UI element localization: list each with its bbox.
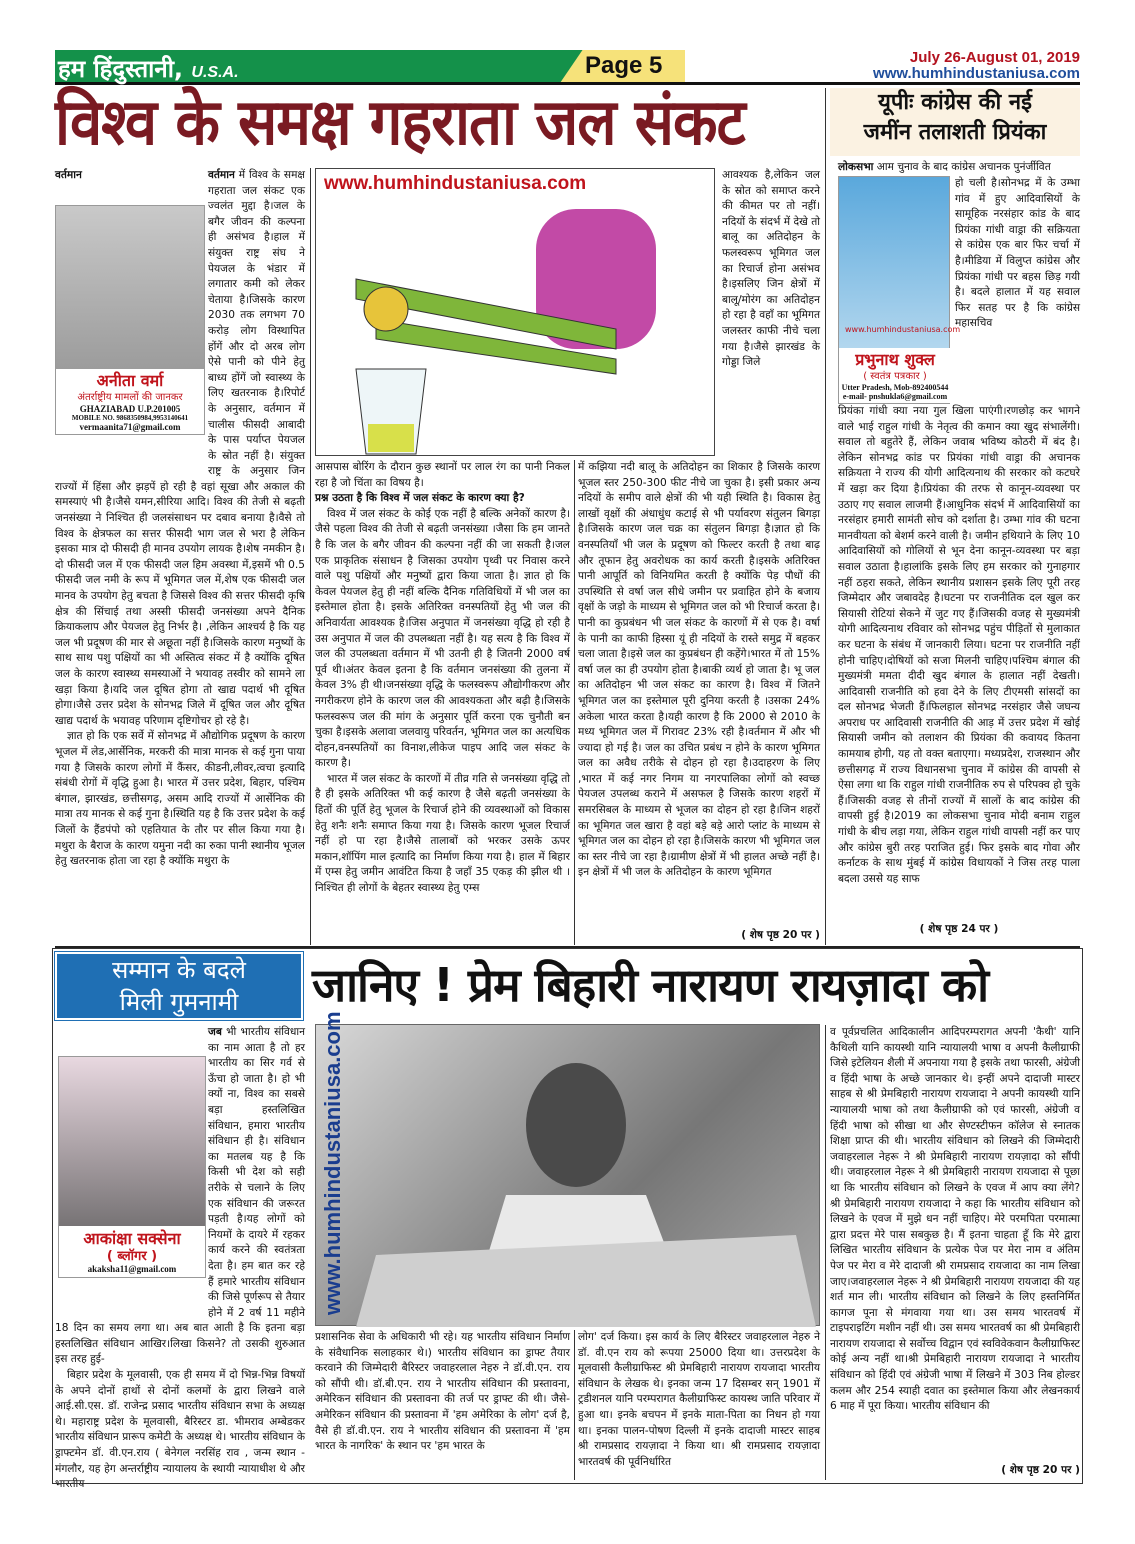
- photo-watermark: www.humhindustaniusa.com: [845, 325, 961, 334]
- article3-col4: व पूर्वप्रचलित आदिकालीन आदिपरम्परागत अपनी 'कैथी' यानि कैथिली यानि कायस्थी यानि न्यायालयी भाषा व अपनी कैलीग्राफी जिसे इटेलियन शैली में अपनाया गया है इसके तथा फारसी, अंग्रेजी व हिंदी भाषा के अच्छे जानकार थे। इन्हीं अपने दादाजी मास्टर साहब से श्री प्रेमबिहारी नारायण रायजादा ने अपनी कायस्थी यानि न्यायालयी भाषा को तथा कैलीग्राफी को एवं फारसी, अंग्रेजी व हिंदी भाषा को सीखा था और सेण्टस्टीफन कॉलेज से स्नातक शिक्षा प्राप्त की थी। भारतीय संविधान को लिखने की जिम्मेदारी जवाहरलाल नेहरू ने श्री प्रेमबिहारी नारायण रायज़ादा को सौंपी थी। जवाहरलाल नेहरू ने श्री प्रेमबिहारी नारायण रायजादा से पूछा था कि भारतीय संविधान को लिखने के एवज में आप क्या लेंगे? श्री प्रेमबिहारी नारायण रायजादा ने कहा कि भारतीय संविधान को लिखने के एवज में मुझे धन नहीं चाहिए। मेरे परमपिता परमात्मा द्वारा प्रदत्त मेरे पास सबकुछ है। मैं इतना चाहता हूँ कि मेरे द्वारा लिखित भारतीय संविधान के प्रत्येक पेज पर मेरा नाम व अंतिम पेज पर मेरा व मेरे दादाजी श्री रामप्रसाद रायजादा का नाम लिखा जाए।जवाहरलाल नेहरू ने श्री प्रेमबिहारी नारायण रायजादा की यह शर्त मान ली। भारतीय संविधान को लिखने के लिए हस्तनिर्मित कागज पूना से मंगवाया गया था। उस समय भारतवर्ष में टाइपराइटिंग मशीन नहीं थी। उस समय भारतवर्ष का श्री प्रेमबिहारी नारायण रायजादा से सर्वोच्च विद्वान एवं स्वविवेकवान कैलीग्राफिस्ट कोई अन्य नहीं था।श्री प्रेमबिहारी नारायण रायजादा ने भारतीय संविधान को हिंदी एवं अंग्रेजी भाषा में लिखने में 303 निब होल्डर कलम और 254 स्याही दवात का इस्तेमाल किया और लेखनकार्य 6 माह में पूरा किया। भारतीय संविधान की: [830, 1026, 1080, 1413]
- author-role: ( ब्लॉगर ): [106, 1249, 158, 1264]
- author-name: प्रभुनाथ शुक्ल: [855, 350, 935, 369]
- article3-col2: प्रशासनिक सेवा के अधिकारी भी रहे। यह भारतीय संविधान निर्माण के संवैधानिक सलाहकार थे।) भारतीय संविधान का ड्राफ्ट तैयार करवाने की जिम्मेदारी बैरिस्टर जवाहरलाल नेहरु ने डॉ.वी.एन. राय को सौंपी थी। डॉ.बी.एन. राय ने भारतीय संविधान की प्रस्तावना, अमेरिकन संविधान की प्रस्तावना की तर्ज पर ड्राफ्ट की थी। जैसे- अमेरिकन संविधान की प्रस्तावना में 'हम अमेरिका के लोग' दर्ज है, वैसे ही डॉ.वी.एन. राय ने भारतीय संविधान की प्रस्तावना में 'हम भारत के नागरिक' के स्थान पर 'हम भारत के: [315, 1331, 570, 1453]
- website-link[interactable]: www.humhindustaniusa.com: [873, 65, 1080, 82]
- article3-headline: जानिए ! प्रेम बिहारी नारायण रायज़ादा को: [312, 958, 989, 1012]
- issue-date: July 26-August 01, 2019: [909, 49, 1080, 66]
- cartoon-illustration: [315, 168, 715, 456]
- article1-col3: में कझिया नदी बालू के अतिदोहन का शिकार है जिसके कारण भूजल स्तर 250-300 फीट नीचे जा चुका है। इसी प्रकार अन्य नदियों के समीप वाले क्षेत्रों की भी यही स्थिति है। विकास हेतु लाखों वृक्षों की अंधाधुंध कटाई से भी पर्यावरण संतुलन बिगड़ा है।जिसके कारण जल चक्र का संतुलन बिगड़ा है।ज्ञात हो कि वनस्पतियाँ भी जल के प्रदूषण को फिल्टर करती है तथा बाढ़ और तूफान हेतु अवरोधक का कार्य करती है।इसके अतिरिक्त पानी आपूर्ति को विनियमित करती है क्योंकि पेड़ पौधों की उपस्थिति से वर्षा जल सीधे जमीन पर प्रवाहित होने के बजाय वृक्षों के जड़ो के माध्यम से भूमिगत जल को भी रिचार्ज करता है। पानी का कुप्रबंधन भी जल संकट के कारणों में से एक है। वर्षा के पानी का काफी हिस्सा यूं ही नदियों के रास्ते समुद्र में बहकर चला जाता है।इसे जल का कुप्रबंधन ही कहेंगे।भारत में तो 15% वर्षा जल का ही उपयोग होता है।बाकी व्यर्थ हो जाता है। भू जल का अतिदोहन भी जल संकट का कारण है। विश्व में जितने भूमिगत जल का इस्तेमाल पूरी दुनिया करती है ।उसका 24% अकेला भारत करता है।यही कारण है कि 2000 से 2010 के मध्य भूमिगत जल में गिरावट 23% रही है।वर्तमान में और भी ज्यादा हो गई है। जल का उचित प्रबंध न होने के कारण भूमिगत जल का अवैध तरीके से दोहन हो रहा है।उदाहरण के लिए ,भारत में कई नगर निगम या नगरपालिका लोगों को स्वच्छ पेयजल उपलब्ध कराने में असफल है जिसके कारण शहरों में समरसिबल के माध्यम से भूजल का दोहन हो रहा है।जिन शहरों का भूमिगत जल खारा है वहां बड़े बड़े आरो प्लांट के माध्यम से भूमिगत जल का दोहन हो रहा है।जिसके कारण भी भूमिगत जल का स्तर नीचे जा रहा है।ग्रामीण क्षेत्रों में भी हालत अच्छे नहीं है।इन क्षेत्रों में भी जल के अतिदोहन के कारण भूमिगत: [578, 461, 820, 879]
- page-number: Page 5: [585, 52, 663, 79]
- subheading: प्रश्न उठता है कि विश्व में जल संकट के कारण क्या है?: [315, 492, 525, 505]
- article1-col1: वर्तमान में विश्व के समक्ष गहराता जल संकट एक ज्वलंत मुद्दा है।जल के बगैर जीवन की कल्पना ही असंभव है।हाल में संयुक्त राष्ट्र संघ ने पेयजल के भंडार में लगातार कमी को लेकर चेताया है।जिसके कारण 2030 तक लगभग 70 करोड़ लोग विस्थापित होंगें और दो अरब लोग ऐसे पानी को पीने हेतु बाध्य होंगें जो स्वास्थ्य के लिए खतरनाक है।रिपोर्ट के अनुसार, वर्तमान में चालीस फीसदी आबादी के पास पर्याप्त पेयजल के स्रोत नहीं है। संयुक्त राष्ट्र के अनुसार जिन राज्यों में हिंसा और झड़पें हो रही है वहां सूखा और अकाल की समस्याएं भी है।जैसे यमन,सीरिया आदि। विश्व की तेजी से बढ़ती जनसंख्या ने निश्चित ही जलसंसाधन पर दबाव बनाया है।वैसे तो विश्व के क्षेत्रफल का सत्तर फीसदी भाग जल से भरा है लेकिन इसका मात्र दो फीसदी ही मानव उपयोग लायक है।शेष नमकीन है।दो फीसदी जल में एक फीसदी जल हिम अवस्था में,इसमें भी 0.5 फीसदी जल नमी के रूप में भूमिगत जल में,शेष एक फीसदी जल मानव के उपयोग हेतु बचता है जिससे विश्व की सत्तर फीसदी कृषि क्षेत्र की सिंचाई तथा अस्सी फीसदी जनसंख्या अपने दैनिक क्रियाकलाप और पेयजल हेतु निर्भर है। ,लेकिन आश्चर्य है कि यह जल भी प्रदूषण की मार से अछूता नहीं है।जिसके कारण मनुष्यों के साथ साथ पशु पक्षियों का भी अस्तित्व संकट में है क्योंकि दूषित जल के कारण स्वास्थ्य समस्याओं ने भयावह तस्वीर को सामने ला खड़ा किया है।यदि जल दूषित होगा तो खाद्य पदार्थ भी दूषित होगा।जैसे उत्तर प्रदेश के सोनभद्र जिले में दूषित जल और दूषित खाद्य पदार्थ के भयावह परिणाम दृष्टिगोचर हो रहे है। ज्ञात हो कि एक सर्वे में सोनभद्र में औद्योगिक प्रदूषण के कारण भूजल में लेड,आर्सेनिक, मरकरी की मात्रा मानक से कई गुना पाया गया है जिसके कारण लोगों में कैंसर, कीडनी,लीवर,त्वचा इत्यादि संबंधी रोगों में वृद्धि हुआ है। भारत में उत्तर प्रदेश, बिहार, पश्चिम बंगाल, झारखंड, छत्तीसगढ़, असम आदि राज्यों में आर्सेनिक की मात्रा तय मानक से कई गुना है।स्थिति यह है कि उत्तर प्रदेश के कई जिलों के हैंडपंपो को एहतियात के तौर पर सील किया गया है।मथुरा के बैराज के कारण यमुना नदी का रुका पानी स्थानीय भूजल हेतु खतरनाक होता जा रहा है क्योंकि मथुरा के: [55, 169, 305, 868]
- main-headline: विश्व के समक्ष गहराता जल संकट: [55, 84, 745, 160]
- author-email: e-mail- pnshukla6@gmail.com: [842, 392, 948, 401]
- article1-col3-top: आवश्यक है,लेकिन जल के स्रोत को समाप्त करने की कीमत पर तो नहीं। नदियों के संदर्भ में देखे तो बालू का अतिदोहन के फलस्वरूप भूमिगत जल का रिचार्ज होना असंभव है।इसलिए जिन क्षेत्रों में बालू/मोरंग का अतिदोहन हो रहा है वहाँ का भूमिगत जलस्तर काफी नीचे चला गया है।जैसे झारखंड के गोड्डा जिले: [722, 169, 820, 369]
- article2-side-text: हो चली है।सोनभद्र में के उम्भा गांव में हुए आदिवासियों के सामूहिक नरसंहार कांड के बाद प्रियंका गांधी वाड्रा की सक्रियता से कांग्रेस एक बार फिर चर्चा में है।मीडिया में विलुप्त कांग्रेस और प्रियंका गांधी पर बहस छिड़ गयी है। बदले हालात में यह सवाल फिर सतह पर है कि कांग्रेस महासचिव: [955, 177, 1080, 330]
- author-caption: [839, 348, 951, 403]
- continued-link[interactable]: ( शेष पृष्ठ 24 पर ): [919, 923, 999, 935]
- side-headline-line: यूपीः कांग्रेस की नई: [878, 90, 1032, 115]
- column-divider: [310, 168, 311, 945]
- article3-border: [52, 948, 1083, 1491]
- continued-link[interactable]: ( शेष पृष्ठ 20 पर ): [1001, 1464, 1080, 1476]
- author-role: अंतर्राष्ट्रीय मामलों की जानकर: [77, 392, 183, 403]
- kicker-line: सम्मान के बदले: [112, 956, 246, 984]
- photo-watermark: www.humhindustaniusa.com: [320, 1011, 345, 1315]
- continued-link[interactable]: ( शेष पृष्ठ 20 पर ): [741, 929, 820, 941]
- author-name: आकांक्षा सक्सेना: [83, 1229, 181, 1248]
- column-divider: [574, 460, 575, 945]
- author-email: akaksha11@gmail.com: [87, 1264, 177, 1274]
- article2-body: प्रियंका गांधी क्या नया गुल खिला पाएंगी।रणछोड़ कर भागने वाले भाई राहुल गांधी के नेतृत्व की कमान क्या खुद संभालेंगी।सवाल तो बहुतेरे हैं, लेकिन जवाब भविष्य कोठरी में बंद है।लेकिन सोनभद्र कांड पर प्रियंका गांधी वाड्रा की अचानक सक्रियता ने राज्य की योगी आदित्यनाथ की सरकार को कटघरे में खड़ा कर दिया है।प्रियंका की तरफ से कानून-व्यवस्था पर उठाए गए सवाल लाजमी हैं।आधुनिक संदर्भ में आदिवासियों का नरसंहार हमारी सामंती सोच को दर्शाता है। उम्भा गांव की घटना मानवीयता को बेशर्म करने वाली है। जमीन हथियाने के लिए 10 आदिवासियों को गोलियों से भून देना कानून-व्यवस्था पर बड़ा सवाल उठाता है।हालांकि इसके लिए हम सरकार को गुनाहगार नहीं ठहरा सकते, लेकिन स्थानीय प्रशासन इसके लिए पूरी तरह जिम्मेदार और जबावदेह है।घटना पर राजनीतिक दल खुल कर सियासी रोटियां सेकने में जुट गए हैं।जिसकी वजह से मुख्यमंत्री योगी आदित्यनाथ रविवार को सोनभद्र पहुंच पीड़ितों से मुलाकात कर घटना के संबंध में जानकारी लिया। घटना पर राजनीति नहीं होनी चाहिए।दोषियों को सजा मिलनी चाहिए।पश्चिम बंगाल की मुख्यमंत्री ममता दीदी खुद बंगाल के हालात नहीं देखती। आदिवासी राजनीति को हवा देने के लिए टीएमसी सांसदों का दल सोनभद्र भेजती हैं।फिलहाल सोनभद्र नरसंहार जैसे जघन्य अपराध पर आदिवासी राजनीति की आड़ में उत्तर प्रदेश में खोई सियासी जमीन को तलाशन की प्रियंका की कवायद कितना कामयाब होगी, यह तो वक्त बताएगा। मध्यप्रदेश, राजस्थान और छत्तीसगढ़ में राज्य विधानसभा चुनाव में कांग्रेस की वापसी से ऐसा लगा था कि राहुल गांधी राजनीतिक रुप से परिपक्व हो चुके हैं।जिसकी वजह से तीनों राज्यों में सालों के बाद कांग्रेस की वापसी हुई है।2019 का लोकसभा चुनाव मोदी बनाम राहुल गांधी के बीच लड़ा गया, लेकिन राहुल गांधी वापसी नहीं कर पाए और कांग्रेस बुरी तरह पराजित हुई। फिर इसके बाद गोवा और कर्नाटक के साथ मुंबई में कांग्रेस विधायकों ने जिस तरह पाला बदला उससे यह साफ: [838, 405, 1080, 885]
- column-divider: [825, 88, 826, 945]
- article2-intro: लोकसभा आम चुनाव के बाद कांग्रेस अचानक पुनंर्जीवित: [838, 161, 1051, 173]
- article1-intro: वर्तमान: [55, 169, 82, 181]
- author-email: vermaanita71@gmail.com: [79, 422, 181, 432]
- newspaper-brand: हम हिंदुस्तानी, U.S.A.: [58, 55, 239, 83]
- author-name: अनीता वर्मा: [96, 371, 164, 390]
- lemon-squeezer-icon: [316, 169, 716, 457]
- article3-col3: लोग' दर्ज किया। इस कार्य के लिए बैरिस्टर जवाहरलाल नेहरु ने डॉ. वी.एन राय को रूपया 25000 दिया था। उत्तरप्रदेश के मूलवासी कैलीग्राफिस्ट श्री प्रेमबिहारी नारायण रायजादा भारतीय संविधान के लेखक थे। इनका जन्म 17 दिसम्बर सन् 1901 में ट्रडीशनल यानि परम्परागत कैलीग्राफिस्ट कायस्थ जाति परिवार में हुआ था। इनके बचपन में इनके माता-पिता का निधन हो गया था। इनका पालन-पोषण दिल्ली में इनके दादाजी मास्टर साहब श्री रामप्रसाद रायज़ादा ने किया था। श्री रामप्रसाद रायज़ादा भारतवर्ष की पूर्वनिर्धारित: [578, 1331, 820, 1468]
- side-headline-line: जमींन तलाशती प्रियंका: [863, 120, 1047, 145]
- author-photo: [838, 176, 961, 404]
- issue-info: [873, 50, 1080, 82]
- cartoon-watermark: www.humhindustaniusa.com: [324, 173, 587, 194]
- author-mobile: MOBILE NO. 9868350984,9953140641: [71, 414, 189, 422]
- author-city: GHAZIABAD U.P.201005: [79, 404, 181, 414]
- author-role: ( स्वतंत्र पत्रकार ): [863, 371, 927, 382]
- kicker-line: मिली गुमनामी: [119, 988, 239, 1016]
- article3-col1: जब भी भारतीय संविधान का नाम आता है तो हर भारतीय का सिर गर्व से ऊँचा हो जाता है। हो भी क्यों ना, विश्व का सबसे बड़ा हस्तलिखित संविधान, हमारा भारतीय संविधान ही है। संविधान का मतलब यह है कि किसी भी देश को सही तरीके से चलाने के लिए एक संविधान की जरूरत पड़ती है।यह लोगों को नियमों के दायरे में रहकर कार्य करने की स्वतंत्रता देता है। हम बात कर रहे हैं हमारे भारतीय संविधान की जिसे पूर्णरूप से तैयार होने में 2 वर्ष 11 महीने 18 दिन का समय लगा था। अब बात आती है कि इतना बड़ा हस्तलिखित संविधान आखिर।लिखा किसने? तो उसकी शुरुआत इस तरह हुई- बिहार प्रदेश के मूलवासी, एक ही समय में दो भिन्न-भिन्न विषयों के अपने दोनों हाथों से दोनों कलमों के द्वारा लिखने वाले आई.सी.एस. डॉ. राजेन्द्र प्रसाद भारतीय संविधान सभा के अध्यक्ष थे। महाराष्ट्र प्रदेश के मूलवासी, बैरिस्टर डा. भीमराव अम्बेडकर भारतीय संविधान प्रारूप कमेटी के अध्यक्ष थे। भारतीय संविधान के ड्राफ्टमेन डॉ. वी.एन.राय ( बेनेगल नरसिंह राव , जन्म स्थान - मंगलौर, यह हेग अन्तर्राष्ट्रीय न्यायालय के स्थायी न्यायाधीश थे और भारतीय: [55, 1026, 305, 1491]
- article1-col2: आसपास बोरिंग के दौरान कुछ स्थानों पर लाल रंग का पानी निकल रहा है जो चिंता का विषय है। प्रश्न उठता है कि विश्व में जल संकट के कारण क्या है? विश्व में जल संकट के कोई एक नहीं है बल्कि अनेकों कारण है।जैसे पहला विश्व की तेजी से बढ़ती जनसंख्या ।जैसा कि हम जानते है कि जल के बगैर जीवन की कल्पना नहीं की जा सकती है।जल एक प्राकृतिक संसाधन है जिसका उपयोग पृथ्वी पर निवास करने वाले पशु पक्षियों और मनुष्यों द्वारा किया जाता है। ज्ञात हो कि केवल पेयजल हेतु ही नहीं बल्कि दैनिक गतिविधियों में भी जल का इस्तेमाल होता है। इसके अतिरिक्त वनस्पतियों हेतु भी जल की अनिवार्यता आवश्यक है।जिस अनुपात में जनसंख्या वृद्धि हो रही है उस अनुपात में जल की उपलब्धता नहीं है। यह सत्य है कि विश्व में जल की उपलब्धता वर्तमान में भी उतनी ही है जितनी 2000 वर्ष पूर्व थी।अंतर केवल इतना है कि वर्तमान जनसंख्या की तुलना में केवल 3% ही थी।जनसंख्या वृद्धि के फलस्वरूप औद्योगीकरण और नगरीकरण होने के कारण जल की आवश्यकता और बढ़ी है।जिसके फलस्वरूप जल की मांग के अनुसार पूर्ति करना एक चुनौती बन चुका है।इसके अलावा जलवायु परिवर्तन, भूमिगत जल का अत्यधिक दोहन,वनस्पतियों का विनाश,लीकेज पाइप आदि जल संकट के कारण है। भारत में जल संकट के कारणों में तीव्र गति से जनसंख्या वृद्धि तो है ही इसके अतिरिक्त भी कई कारण है जैसे बढ़ती जनसंख्या के हितों की पूर्ति हेतु भूजल के रिचार्ज होने की व्यवस्थाओं को विकास हेतु शनैः शनैः समाप्त किया गया है। जिसके कारण भूजल रिचार्ज नहीं हो पा रहा है।जैसे तालाबों को भरकर उसके ऊपर मकान,शॉपिंग माल इत्यादि का निर्माण किया गया है। हाल में बिहार में एम्स हेतु जमीन आवंटित किया है जहाँ 35 एकड़ की झील थी ।निश्चित ही लोगों के बेहतर स्वास्थ्य हेतु एम्स: [315, 461, 570, 895]
- side-headline: [830, 88, 1080, 156]
- author-city: Utter Pradesh, Mob-892400544: [841, 383, 949, 392]
